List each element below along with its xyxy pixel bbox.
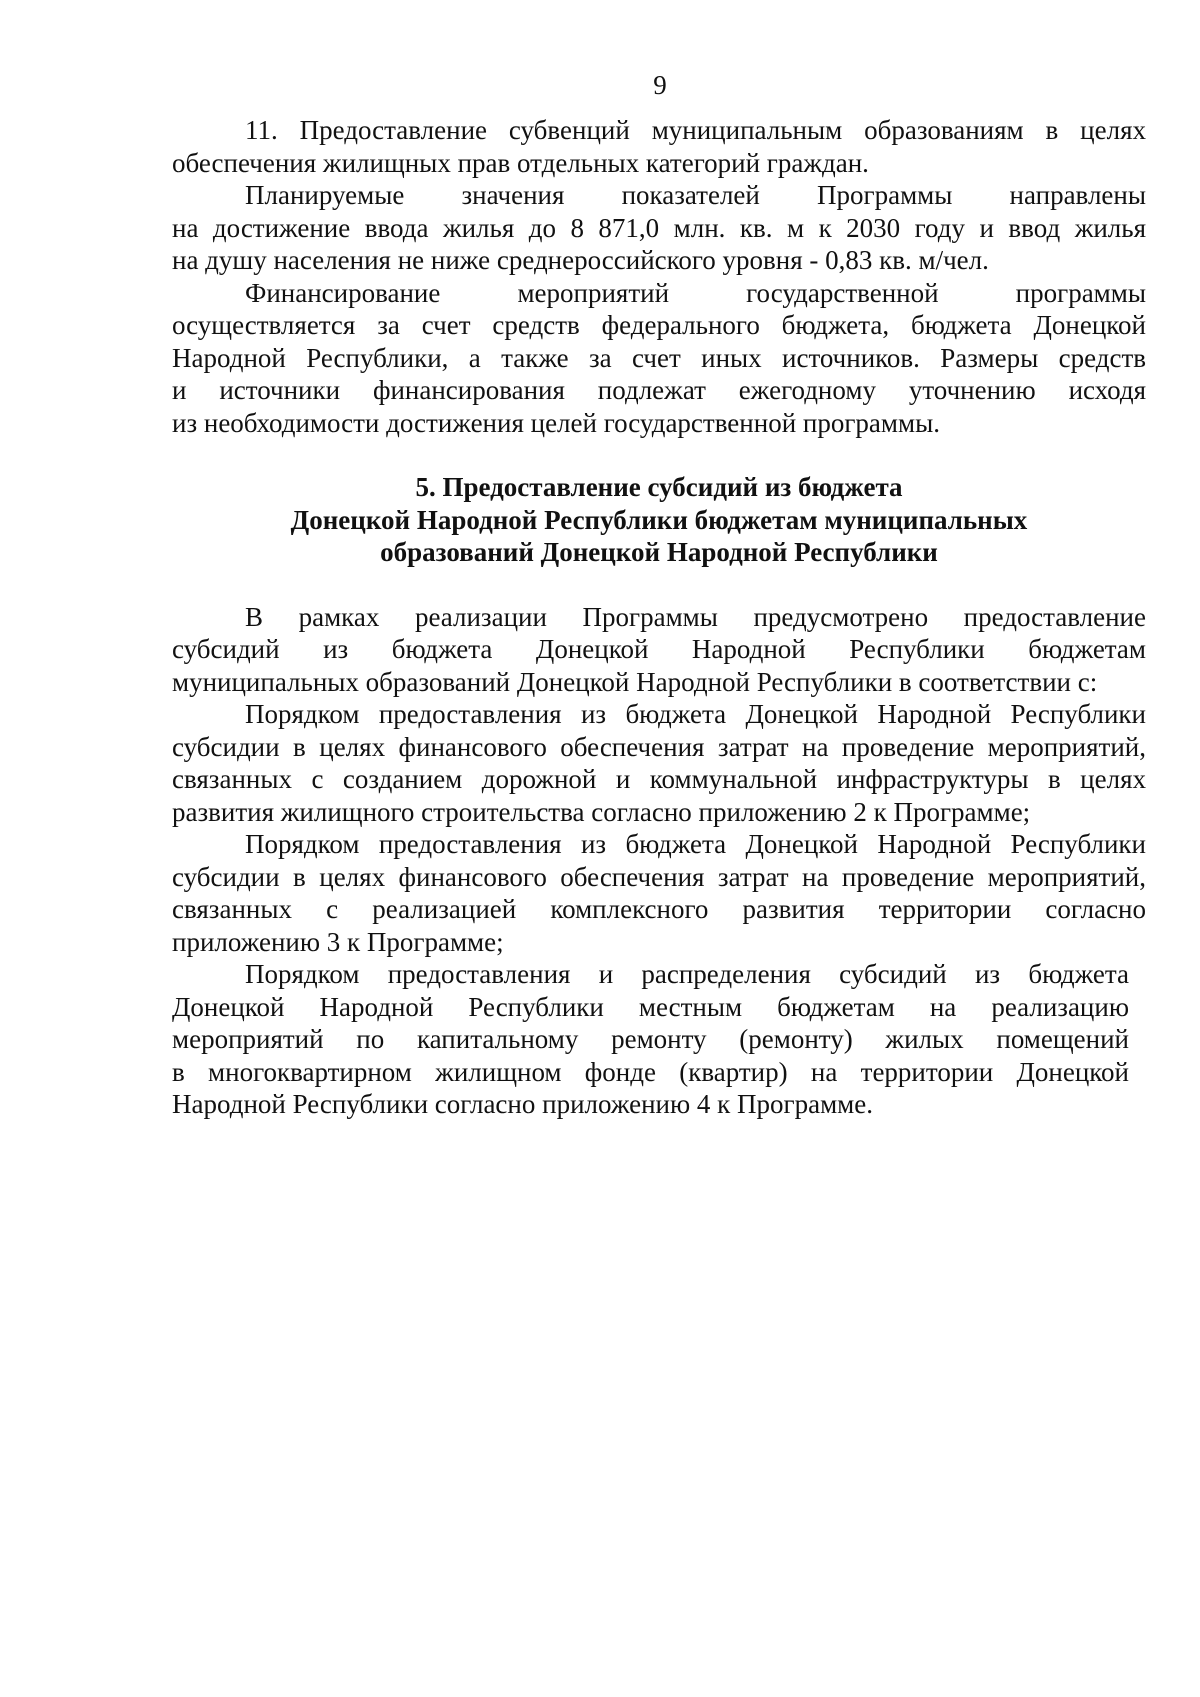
text-line: 11. Предоставление субвенций муниципальным образованиям в целях [245,115,1146,145]
text-line: муниципальных образований Донецкой Народной Республики в соответствии с: [172,666,1098,697]
text-line: Народной Республики согласно приложению 4 к Программе. [172,1089,873,1119]
text-line: В рамках реализации Программы предусмотрено предоставление [245,601,1146,632]
text-line: приложению 3 к Программе; [172,926,504,957]
text-line: Порядком предоставления из бюджета Донецкой Народной Республики [245,699,1146,729]
paragraph-order-appendix-3 [172,828,1146,958]
text-line: Порядком предоставления из бюджета Донецкой Народной Республики [245,829,1146,859]
text-line: обеспечения жилищных прав отдельных категорий граждан. [172,147,869,178]
heading-line: Донецкой Народной Республики бюджетам муниципальных [290,504,1028,535]
text-line: связанных с реализацией комплексного развития территории согласно [172,894,1146,924]
text-line: и источники финансирования подлежат ежегодному уточнению исходя [172,375,1146,405]
paragraph-item-11 [172,114,1146,179]
heading-line: 5. Предоставление субсидий из бюджета [415,472,903,502]
heading-line: образований Донецкой Народной Республики [380,537,938,567]
text-line: на достижение ввода жилья до 8 871,0 млн. кв. м к 2030 году и ввод жилья [172,212,1146,243]
text-line: осуществляется за счет средств федерального бюджета, бюджета Донецкой [172,310,1146,340]
text-line: субсидии в целях финансового обеспечения затрат на проведение мероприятий, [172,731,1146,762]
paragraph-order-appendix-4 [172,958,1129,1121]
text-line: субсидий из бюджета Донецкой Народной Республики бюджетам [172,634,1146,664]
paragraph-financing [172,277,1146,440]
text-line: мероприятий по капитальному ремонту (ремонту) жилых помещений [172,1024,1129,1054]
text-line: развития жилищного строительства согласно приложению 2 к Программе; [172,796,1031,827]
text-line: Финансирование мероприятий государственной программы [245,277,1146,308]
text-line: Порядком предоставления и распределения субсидий из бюджета [245,959,1129,989]
paragraph-order-appendix-2 [172,698,1146,828]
text-line: из необходимости достижения целей государственной программы. [172,407,940,438]
text-line: на душу населения не ниже среднероссийского уровня - 0,83 кв. м/чел. [172,245,989,275]
text-line: Планируемые значения показателей Программы направлены [245,180,1146,210]
paragraph-intro [172,601,1146,699]
section-heading [172,471,1146,569]
text-line: Народной Республики, а также за счет иных источников. Размеры средств [172,342,1146,373]
document-body [172,114,1146,1121]
text-line: субсидии в целях финансового обеспечения затрат на проведение мероприятий, [172,861,1146,892]
text-line: в многоквартирном жилищном фонде (квартир) на территории Донецкой [172,1056,1129,1087]
page-number: 9 [653,70,667,100]
text-line: связанных с созданием дорожной и коммунальной инфраструктуры в целях [172,764,1146,794]
text-line: Донецкой Народной Республики местным бюджетам на реализацию [172,991,1129,1022]
paragraph-planned-values [172,179,1146,277]
